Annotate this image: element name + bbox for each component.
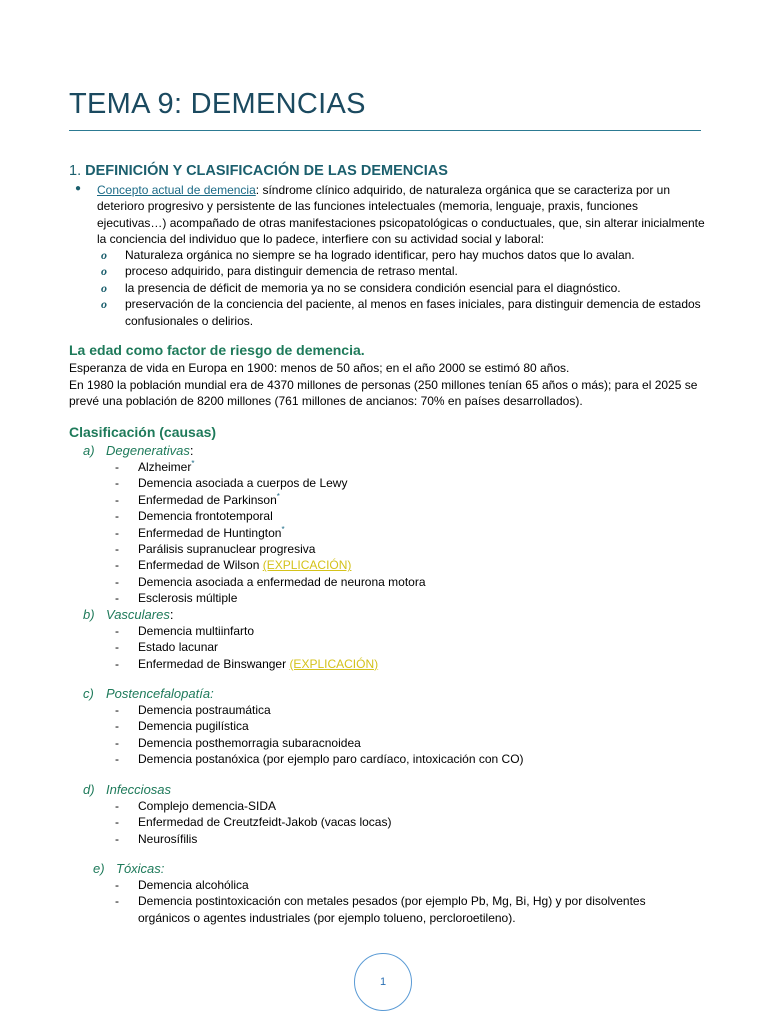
list-item: orgánicos o agentes industriales (por ejemplo tolueno, percloroetileno). [138,910,516,925]
bullet-o-icon: o [101,280,107,295]
concept-paragraph [97,182,707,248]
classification-heading: Clasificación (causas) [69,424,217,440]
list-item: - Esclerosis múltiple [113,590,426,606]
section-number: 1. [69,163,82,179]
category-heading-vasculares: b) Vasculares: [83,607,174,622]
list-item: - Demencia posthemorragia subaracnoidea [113,735,524,751]
list-item: - Demencia postraumática [113,702,524,718]
asterisk-mark: * [281,524,285,534]
list-item: - Enfermedad de Huntington* [113,525,426,541]
age-line-1: Esperanza de vida en Europa en 1900: menos de 50 años; en el año 2000 se estimó 80 años. [69,361,570,375]
list-item: - Enfermedad de Parkinson* [113,492,426,508]
list-item: - Demencia multiinfarto [113,623,378,639]
degenerativas-list [113,459,426,607]
list-item: - Enfermedad de Wilson (EXPLICACIÓN) [113,557,426,573]
list-item: o proceso adquirido, para distinguir demencia de retraso mental. [101,264,458,279]
bullet-icon: ● [75,183,82,194]
list-item: - Demencia pugilística [113,718,524,734]
asterisk-mark: * [191,459,195,468]
explanation-link[interactable]: (EXPLICACIÓN) [289,656,379,671]
infecciosas-list [113,798,391,847]
category-heading-degenerativas: a) Degenerativas: [83,443,194,458]
list-item: - Demencia frontotemporal [113,508,426,524]
asterisk-mark: * [276,491,280,501]
concept-sub-list [101,247,701,329]
concept-link[interactable]: Concepto actual de demencia [97,183,256,197]
age-heading: La edad como factor de riesgo de demencia. [69,342,365,358]
category-heading-toxicas: e) Tóxicas: [93,861,165,876]
age-line-2: En 1980 la población mundial era de 4370 millones de personas (250 millones tenían 65 años o más); para el 2025 se prevé una población de 8200 millones (761 millones de ancianos: 70% en países desarrollados). [69,378,698,409]
list-item: - Parálisis supranuclear progresiva [113,541,426,557]
section-heading [69,163,448,179]
list-item: - Enfermedad de Binswanger (EXPLICACIÓN) [113,656,378,672]
list-item: - Complejo demencia-SIDA [113,798,391,814]
list-item: - Alzheimer* [113,459,426,475]
section-title: DEFINICIÓN Y CLASIFICACIÓN DE LAS DEMENCIAS [85,163,448,179]
bullet-o-icon: o [101,297,107,312]
toxicas-list [113,877,646,926]
concept-text: : síndrome clínico adquirido, de naturaleza orgánica que se caracteriza por un deterioro progresivo y persistente de las funciones intelectuales (memoria, lenguaje, praxis, funciones ejecutivas…) acompañado de otras manifestaciones psicopatológicas o conductuales, que, sin alterar inicialmente la conciencia del individuo que lo padece, interfiere con su actividad social y laboral: [97,183,705,247]
list-item: - Demencia postanóxica (por ejemplo paro cardíaco, intoxicación con CO) [113,751,524,767]
list-item: - Demencia asociada a enfermedad de neurona motora [113,574,426,590]
list-item: o Naturaleza orgánica no siempre se ha logrado identificar, pero hay muchos datos que lo avalan. [101,248,635,262]
page-number-badge: 1 [354,953,412,1011]
category-heading-infecciosas: d) Infecciosas [83,782,172,797]
bullet-o-icon: o [101,248,107,262]
bullet-o-icon: o [101,264,107,279]
category-heading-postencefalopatia: c) Postencefalopatía: [83,686,214,701]
list-item: o preservación de la conciencia del paciente, al menos en fases iniciales, para distinguir demencia de estados confusionales o delirios. [101,297,701,328]
list-item: - Enfermedad de Creutzfeidt-Jakob (vacas locas) [113,814,391,830]
list-item: - Estado lacunar [113,639,378,655]
list-item: o la presencia de déficit de memoria ya no se considera condición esencial para el diagnóstico. [101,280,621,295]
list-item: - Neurosífilis [113,831,391,847]
list-item: - Demencia alcohólica [113,877,646,893]
vasculares-list [113,623,378,672]
postencefalopatia-list [113,702,524,768]
page-title: TEMA 9: DEMENCIAS [69,88,366,120]
explanation-link[interactable]: (EXPLICACIÓN) [262,558,352,573]
list-item: - Demencia asociada a cuerpos de Lewy [113,475,426,491]
title-divider [69,130,701,131]
list-item: - Demencia postintoxicación con metales pesados (por ejemplo Pb, Mg, Bi, Hg) y por disolventes [113,893,646,909]
